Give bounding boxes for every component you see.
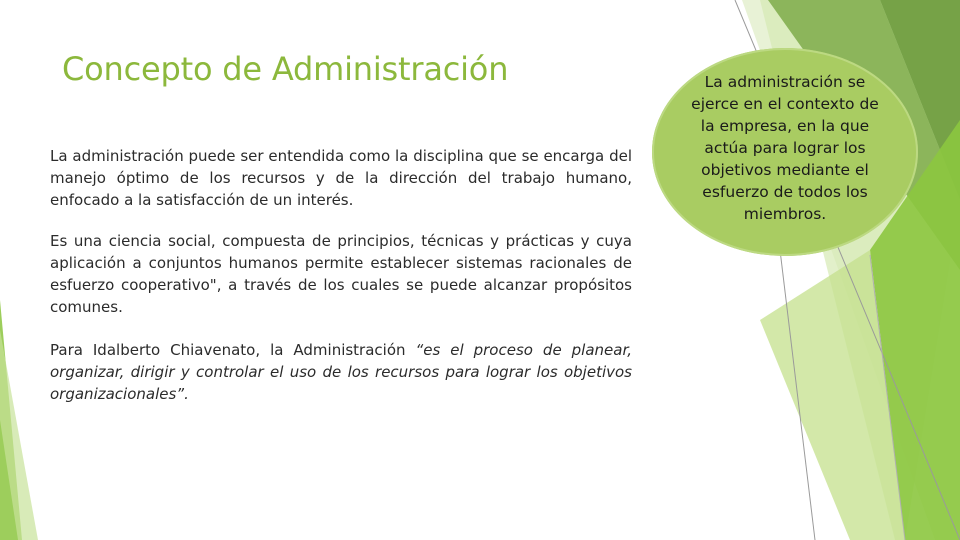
chiavenato-intro: Para Idalberto Chiavenato, la Administración bbox=[50, 341, 416, 359]
callout-bubble bbox=[652, 48, 918, 256]
paragraph-ciencia-social: Es una ciencia social, compuesta de principios, técnicas y prácticas y cuya aplicación a conjuntos humanos permite establecer sistemas racionales de esfuerzo cooperativo", a través de los cuales se puede alcanzar propósitos comunes. bbox=[50, 232, 632, 316]
paragraph-definition: La administración puede ser entendida como la disciplina que se encarga del manejo óptimo de los recursos y de la dirección del trabajo humano, enfocado a la satisfacción de un interés. bbox=[50, 147, 632, 209]
chiavenato-quote: “es el proceso de planear, organizar, dirigir y controlar el uso de los recursos para lograr los objetivos organizacionales”. bbox=[50, 341, 633, 403]
paragraph-chiavenato bbox=[50, 339, 632, 405]
slide-title: Concepto de Administración bbox=[62, 50, 509, 88]
callout-text: La administración se ejerce en el contexto de la empresa, en la que actúa para lograr los objetivos mediante el esfuerzo de todos los miembros. bbox=[691, 73, 879, 223]
